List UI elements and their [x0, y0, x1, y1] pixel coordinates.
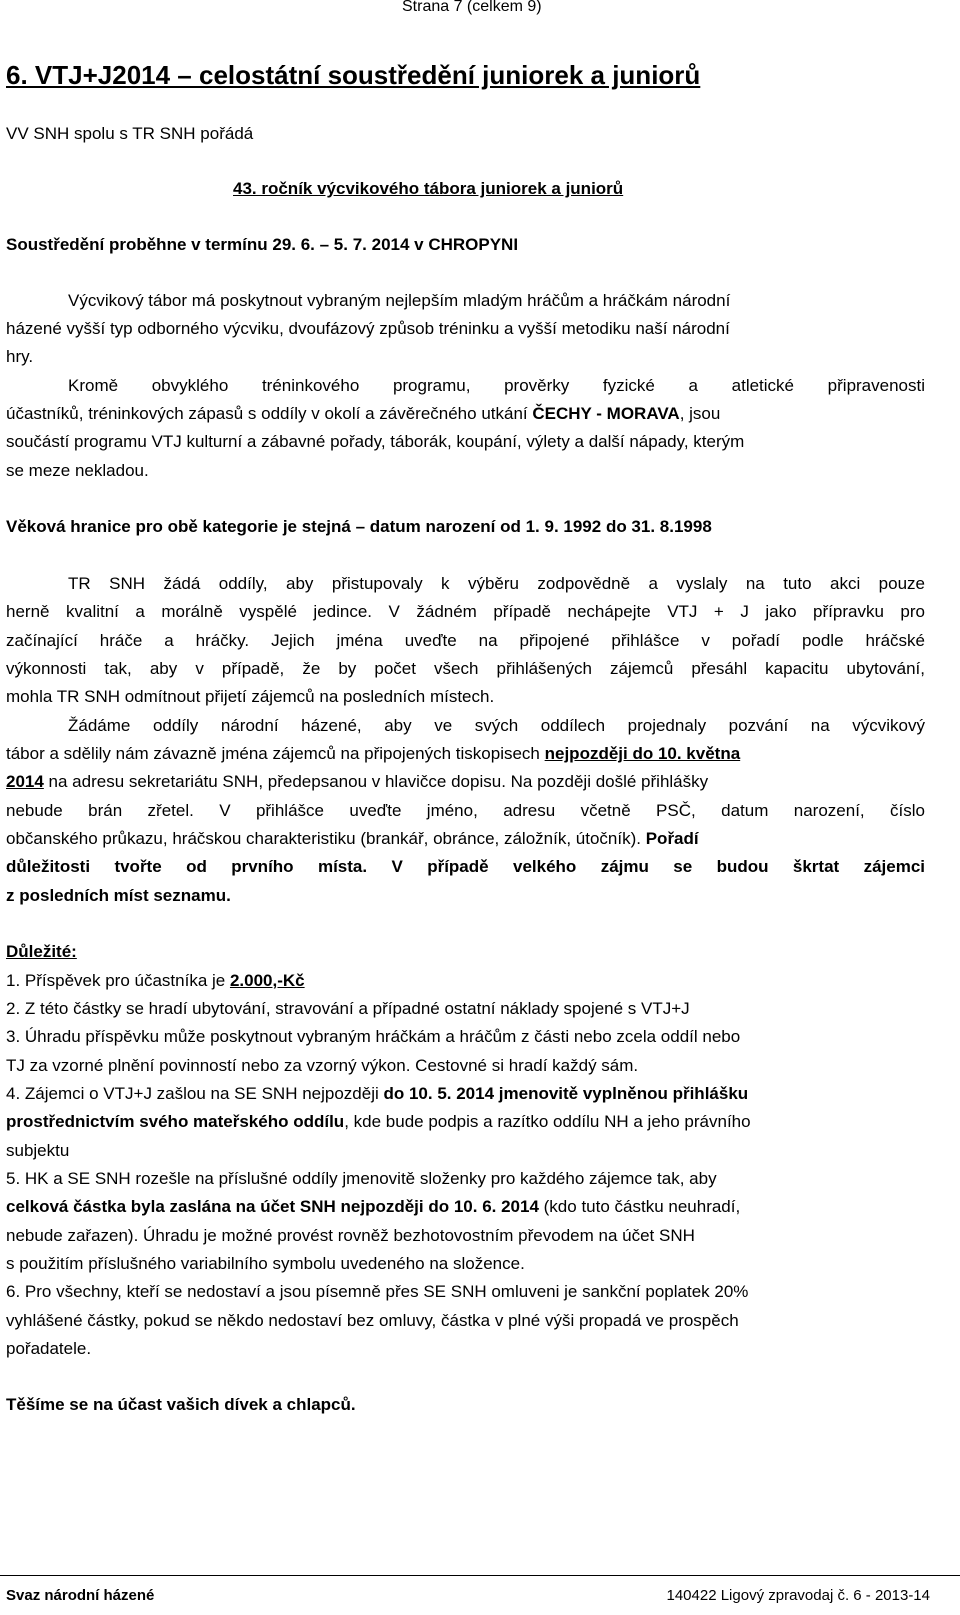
list-item: 1. Příspěvek pro účastníka je 2.000,-Kč [6, 971, 305, 990]
important-heading: Důležité: [6, 942, 77, 961]
footer-divider [0, 1575, 960, 1576]
age-limit: Věková hranice pro obě kategorie je stejná – datum narození od 1. 9. 1992 do 31. 8.1998 [6, 517, 712, 536]
closing-line: Těšíme se na účast vašich dívek a chlapců. [6, 1395, 356, 1414]
list-item: 2. Z této částky se hradí ubytování, stravování a případné ostatní náklady spojené s VTJ+J [6, 999, 690, 1018]
list-item: 5. HK a SE SNH rozešle na příslušné oddíly jmenovitě složenky pro každého zájemce tak, aby [6, 1169, 717, 1188]
section-title: 6. VTJ+J2014 – celostátní soustředění juniorek a juniorů [6, 60, 701, 90]
footer-left: Svaz národní házené [6, 1587, 155, 1604]
camp-subtitle: 43. ročník výcvikového tábora juniorek a juniorů [233, 179, 624, 198]
footer-right: 140422 Ligový zpravodaj č. 6 - 2013-14 [666, 1587, 930, 1604]
fee-amount: 2.000,-Kč [229, 971, 305, 990]
page-number: Strana 7 (celkem 9) [402, 0, 542, 15]
match-name: ČECHY - MORAVA [532, 404, 680, 423]
organizer-line: VV SNH spolu s TR SNH pořádá [6, 124, 254, 143]
list-item: 4. Zájemci o VTJ+J zašlou na SE SNH nejpozději do 10. 5. 2014 jmenovitě vyplněnou přihlášku [6, 1084, 749, 1103]
deadline-emphasis: nejpozději do 10. května [544, 744, 741, 763]
list-item: 3. Úhradu příspěvku může poskytnout vybraným hráčkám a hráčům z části nebo zcela oddíl nebo [6, 1027, 741, 1046]
camp-dates: Soustředění proběhne v termínu 29. 6. – 5. 7. 2014 v CHROPYNI [6, 235, 519, 254]
list-item: 6. Pro všechny, kteří se nedostaví a jsou písemně přes SE SNH omluveni je sankční poplatek 20% [6, 1282, 749, 1301]
